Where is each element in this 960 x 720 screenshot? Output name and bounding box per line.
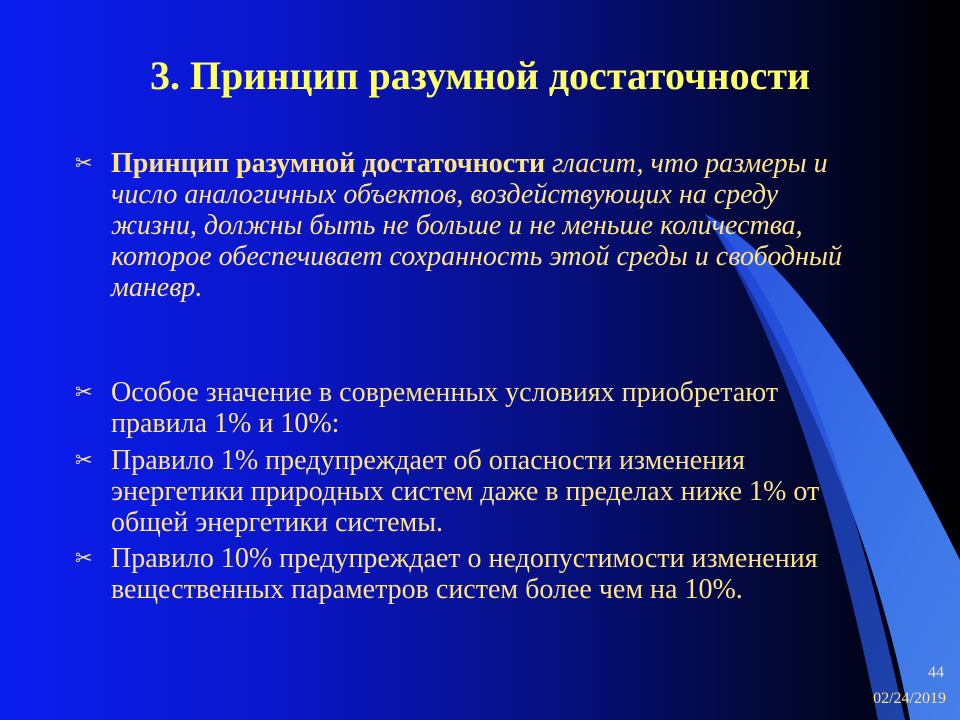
bullet-text: Особое значение в современных условиях приобретают правила 1% и 10%: xyxy=(111,377,779,439)
bullet-item-rule-10-percent xyxy=(75,543,865,605)
bullet-item-rule-1-percent xyxy=(75,445,865,538)
bullet-body: гласит, что размеры и число аналогичных объектов, воздействующих на среду жизни, должны быть не больше и не меньше количества, которое обеспечивает сохранность этой среды и свободный маневр. xyxy=(111,148,842,303)
scissors-icon: ✂ xyxy=(75,546,93,570)
slide-title: 3. Принцип разумной достаточности xyxy=(149,53,811,98)
scissors-icon: ✂ xyxy=(75,151,93,175)
scissors-icon: ✂ xyxy=(75,380,93,404)
page-number: 44 xyxy=(928,664,944,681)
scissors-icon: ✂ xyxy=(75,448,93,472)
slide-date: 02/24/2019 xyxy=(873,690,946,707)
bullet-text: Правило 10% предупреждает о недопустимости изменения вещественных параметров систем более чем на 10%. xyxy=(111,543,818,605)
bullet-lead: Принцип разумной достаточности xyxy=(111,148,546,179)
bullet-text: Правило 1% предупреждает об опасности изменения энергетики природных систем даже в пределах ниже 1% от общей энергетики системы. xyxy=(111,445,820,538)
bullet-item-rules-intro xyxy=(75,377,865,439)
bullet-item-principle xyxy=(75,148,865,303)
bullet-text xyxy=(111,148,865,303)
